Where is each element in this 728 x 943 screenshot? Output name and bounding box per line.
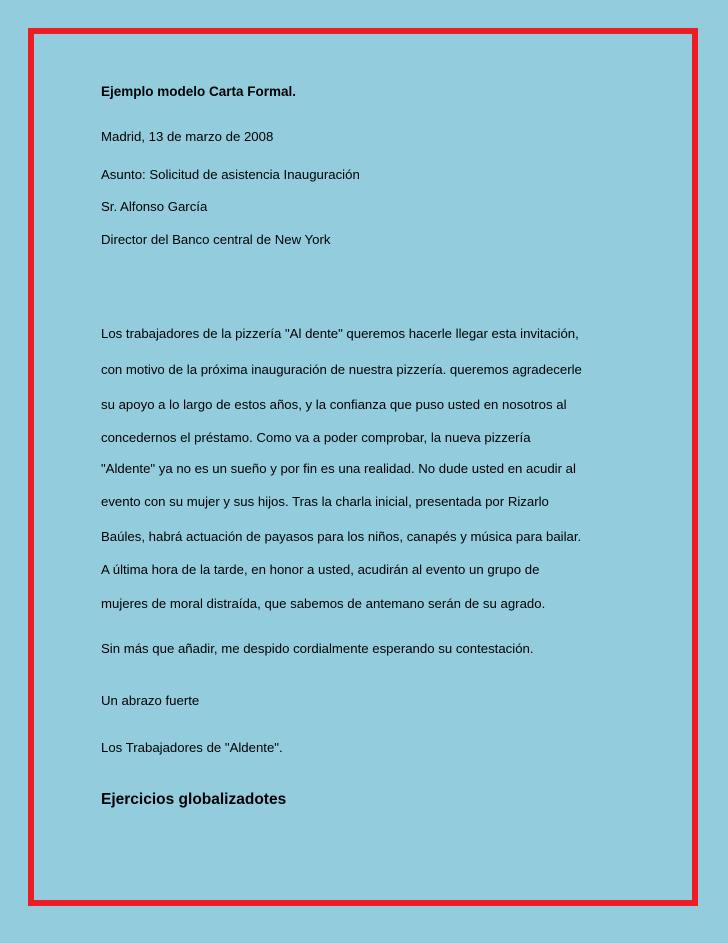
recipient-name: Sr. Alfonso García xyxy=(101,199,208,214)
recipient-role: Director del Banco central de New York xyxy=(101,232,331,247)
letter-title: Ejemplo modelo Carta Formal. xyxy=(101,84,297,99)
farewell: Un abrazo fuerte xyxy=(101,693,200,708)
section-heading: Ejercicios globalizadotes xyxy=(101,791,287,808)
body-line: "Aldente" ya no es un sueño y por fin es una realidad. No dude usted en acudir al xyxy=(101,461,576,476)
body-line: Los trabajadores de la pizzería "Al dente" queremos hacerle llegar esta invitación, xyxy=(101,326,579,341)
body-line: evento con su mujer y sus hijos. Tras la charla inicial, presentada por Rizarlo xyxy=(101,494,549,509)
body-line: concedernos el préstamo. Como va a poder comprobar, la nueva pizzería xyxy=(101,430,531,445)
subject-line: Asunto: Solicitud de asistencia Inauguración xyxy=(101,167,360,182)
date-line: Madrid, 13 de marzo de 2008 xyxy=(101,129,274,144)
body-line: con motivo de la próxima inauguración de nuestra pizzería. queremos agradecerle xyxy=(101,362,582,377)
body-line: Baúles, habrá actuación de payasos para los niños, canapés y música para bailar. xyxy=(101,529,582,544)
body-line: mujeres de moral distraída, que sabemos de antemano serán de su agrado. xyxy=(101,596,546,611)
body-line: A última hora de la tarde, en honor a usted, acudirán al evento un grupo de xyxy=(101,562,540,577)
closing-line: Sin más que añadir, me despido cordialmente esperando su contestación. xyxy=(101,641,534,656)
signature: Los Trabajadores de "Aldente". xyxy=(101,740,283,755)
body-line: su apoyo a lo largo de estos años, y la confianza que puso usted en nosotros al xyxy=(101,397,567,412)
